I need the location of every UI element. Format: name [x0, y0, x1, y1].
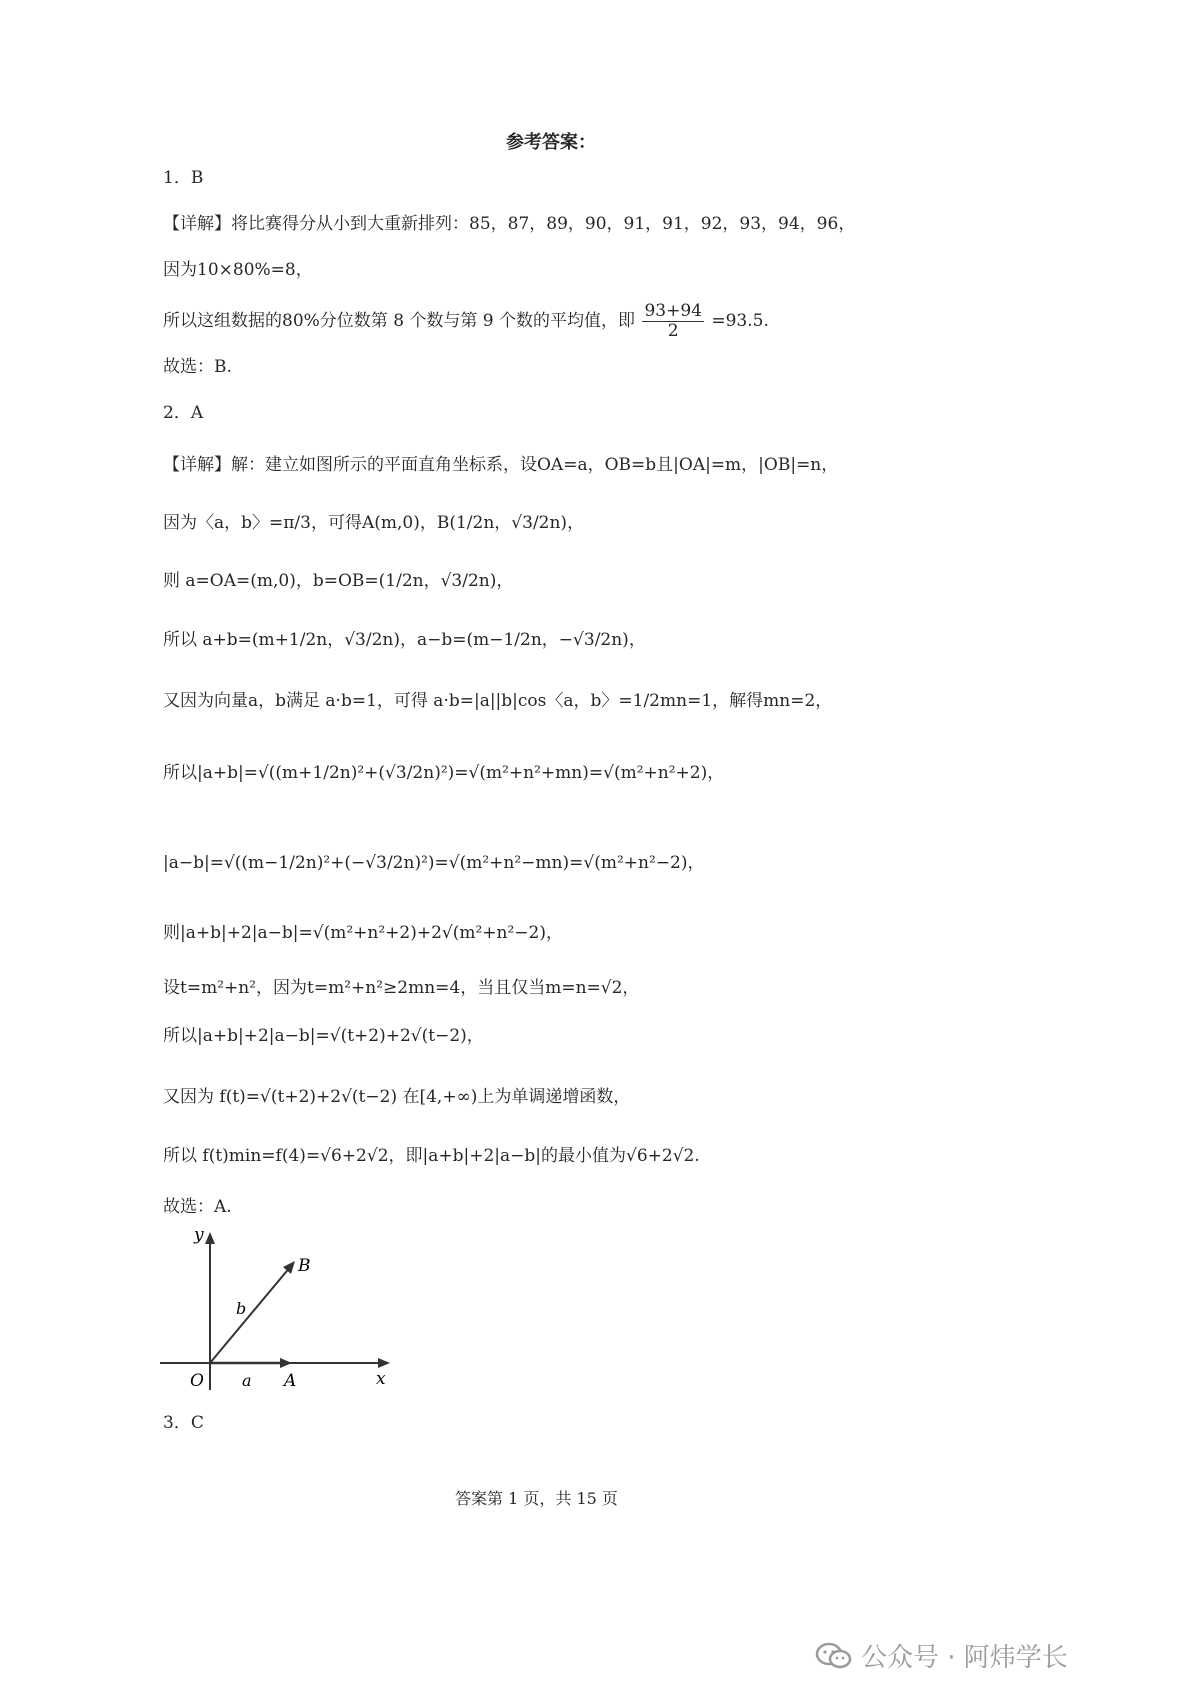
wechat-icon: [815, 1642, 853, 1670]
origin-label: O: [190, 1371, 204, 1391]
x-axis-label: x: [376, 1369, 386, 1389]
y-axis-label: y: [194, 1225, 204, 1245]
q2-line-7: |a−b|=√((m−1/2n)²+(−√3/2n)²)=√(m²+n²−mn)=√(m²+n²−2)，: [163, 853, 705, 873]
q2-line-11: 又因为 f(t)=√(t+2)+2√(t−2) 在[4,+∞)上为单调递增函数，: [163, 1087, 631, 1107]
q2-line-9: 设t=m²+n²，因为t=m²+n²≥2mn=4，当且仅当m=n=√2，: [163, 978, 640, 998]
page-title: 参考答案：: [506, 132, 596, 153]
y-axis-arrow: [205, 1232, 215, 1244]
vector-b-line: [210, 1266, 291, 1363]
coordinate-diagram: [150, 1218, 410, 1398]
q2-line-2: 因为〈a，b〉=π/3，可得A(m,0)，B(1/2n，√3/2n)，: [163, 513, 585, 533]
q1-conclusion: 故选：B.: [163, 357, 232, 377]
q2-line-6: 所以|a+b|=√((m+1/2n)²+(√3/2n)²)=√(m²+n²+mn)=√(m²+n²+2)，: [163, 763, 725, 783]
watermark: [815, 1637, 1068, 1674]
vector-a-arrow: [280, 1358, 292, 1368]
q1-answer: 1．B: [163, 168, 204, 188]
q1-line-1: 【详解】将比赛得分从小到大重新排列：85，87，89，90，91，91，92，93，94，96，: [163, 214, 856, 234]
vector-b-label: b: [236, 1299, 247, 1318]
q1-fraction: [642, 302, 704, 341]
q2-line-8: 则|a+b|+2|a−b|=√(m²+n²+2)+2√(m²+n²−2)，: [163, 923, 563, 943]
watermark-text: 公众号 · 阿炜学长: [861, 1643, 1068, 1673]
q2-line-5: 又因为向量a，b满足 a·b=1，可得 a·b=|a||b|cos〈a，b〉=1/2mn=1，解得mn=2，: [163, 691, 833, 711]
point-b-label: B: [298, 1256, 311, 1276]
q2-line-1: 【详解】解：建立如图所示的平面直角坐标系，设OA=a，OB=b且|OA|=m，|OB|=n，: [163, 455, 839, 475]
q2-line-12: 所以 f(t)min=f(4)=√6+2√2，即|a+b|+2|a−b|的最小值为√6+2√2.: [163, 1146, 700, 1166]
q1-fraction-numerator: 93+94: [644, 301, 702, 321]
q2-answer: 2．A: [163, 403, 204, 423]
q1-line-3-suffix: =93.5.: [711, 311, 769, 331]
q1-line-2: 因为10×80%=8，: [163, 260, 313, 280]
page-footer: 答案第 1 页，共 15 页: [455, 1489, 618, 1508]
q2-conclusion: 故选：A.: [163, 1197, 232, 1217]
q1-line-3: [163, 302, 769, 341]
q2-line-4: 所以 a+b=(m+1/2n，√3/2n)，a−b=(m−1/2n，−√3/2n)，: [163, 630, 646, 650]
x-axis-arrow: [378, 1358, 390, 1368]
point-a-label: A: [284, 1371, 297, 1391]
q2-line-3: 则 a=OA=(m,0)，b=OB=(1/2n，√3/2n)，: [163, 571, 514, 591]
q1-fraction-denominator: 2: [667, 321, 679, 341]
vector-a-label: a: [242, 1371, 252, 1390]
q3-answer: 3．C: [163, 1413, 204, 1433]
q2-line-10: 所以|a+b|+2|a−b|=√(t+2)+2√(t−2)，: [163, 1026, 484, 1046]
q1-line-3-prefix: 所以这组数据的80%分位数第 8 个数与第 9 个数的平均值，即: [163, 311, 636, 331]
